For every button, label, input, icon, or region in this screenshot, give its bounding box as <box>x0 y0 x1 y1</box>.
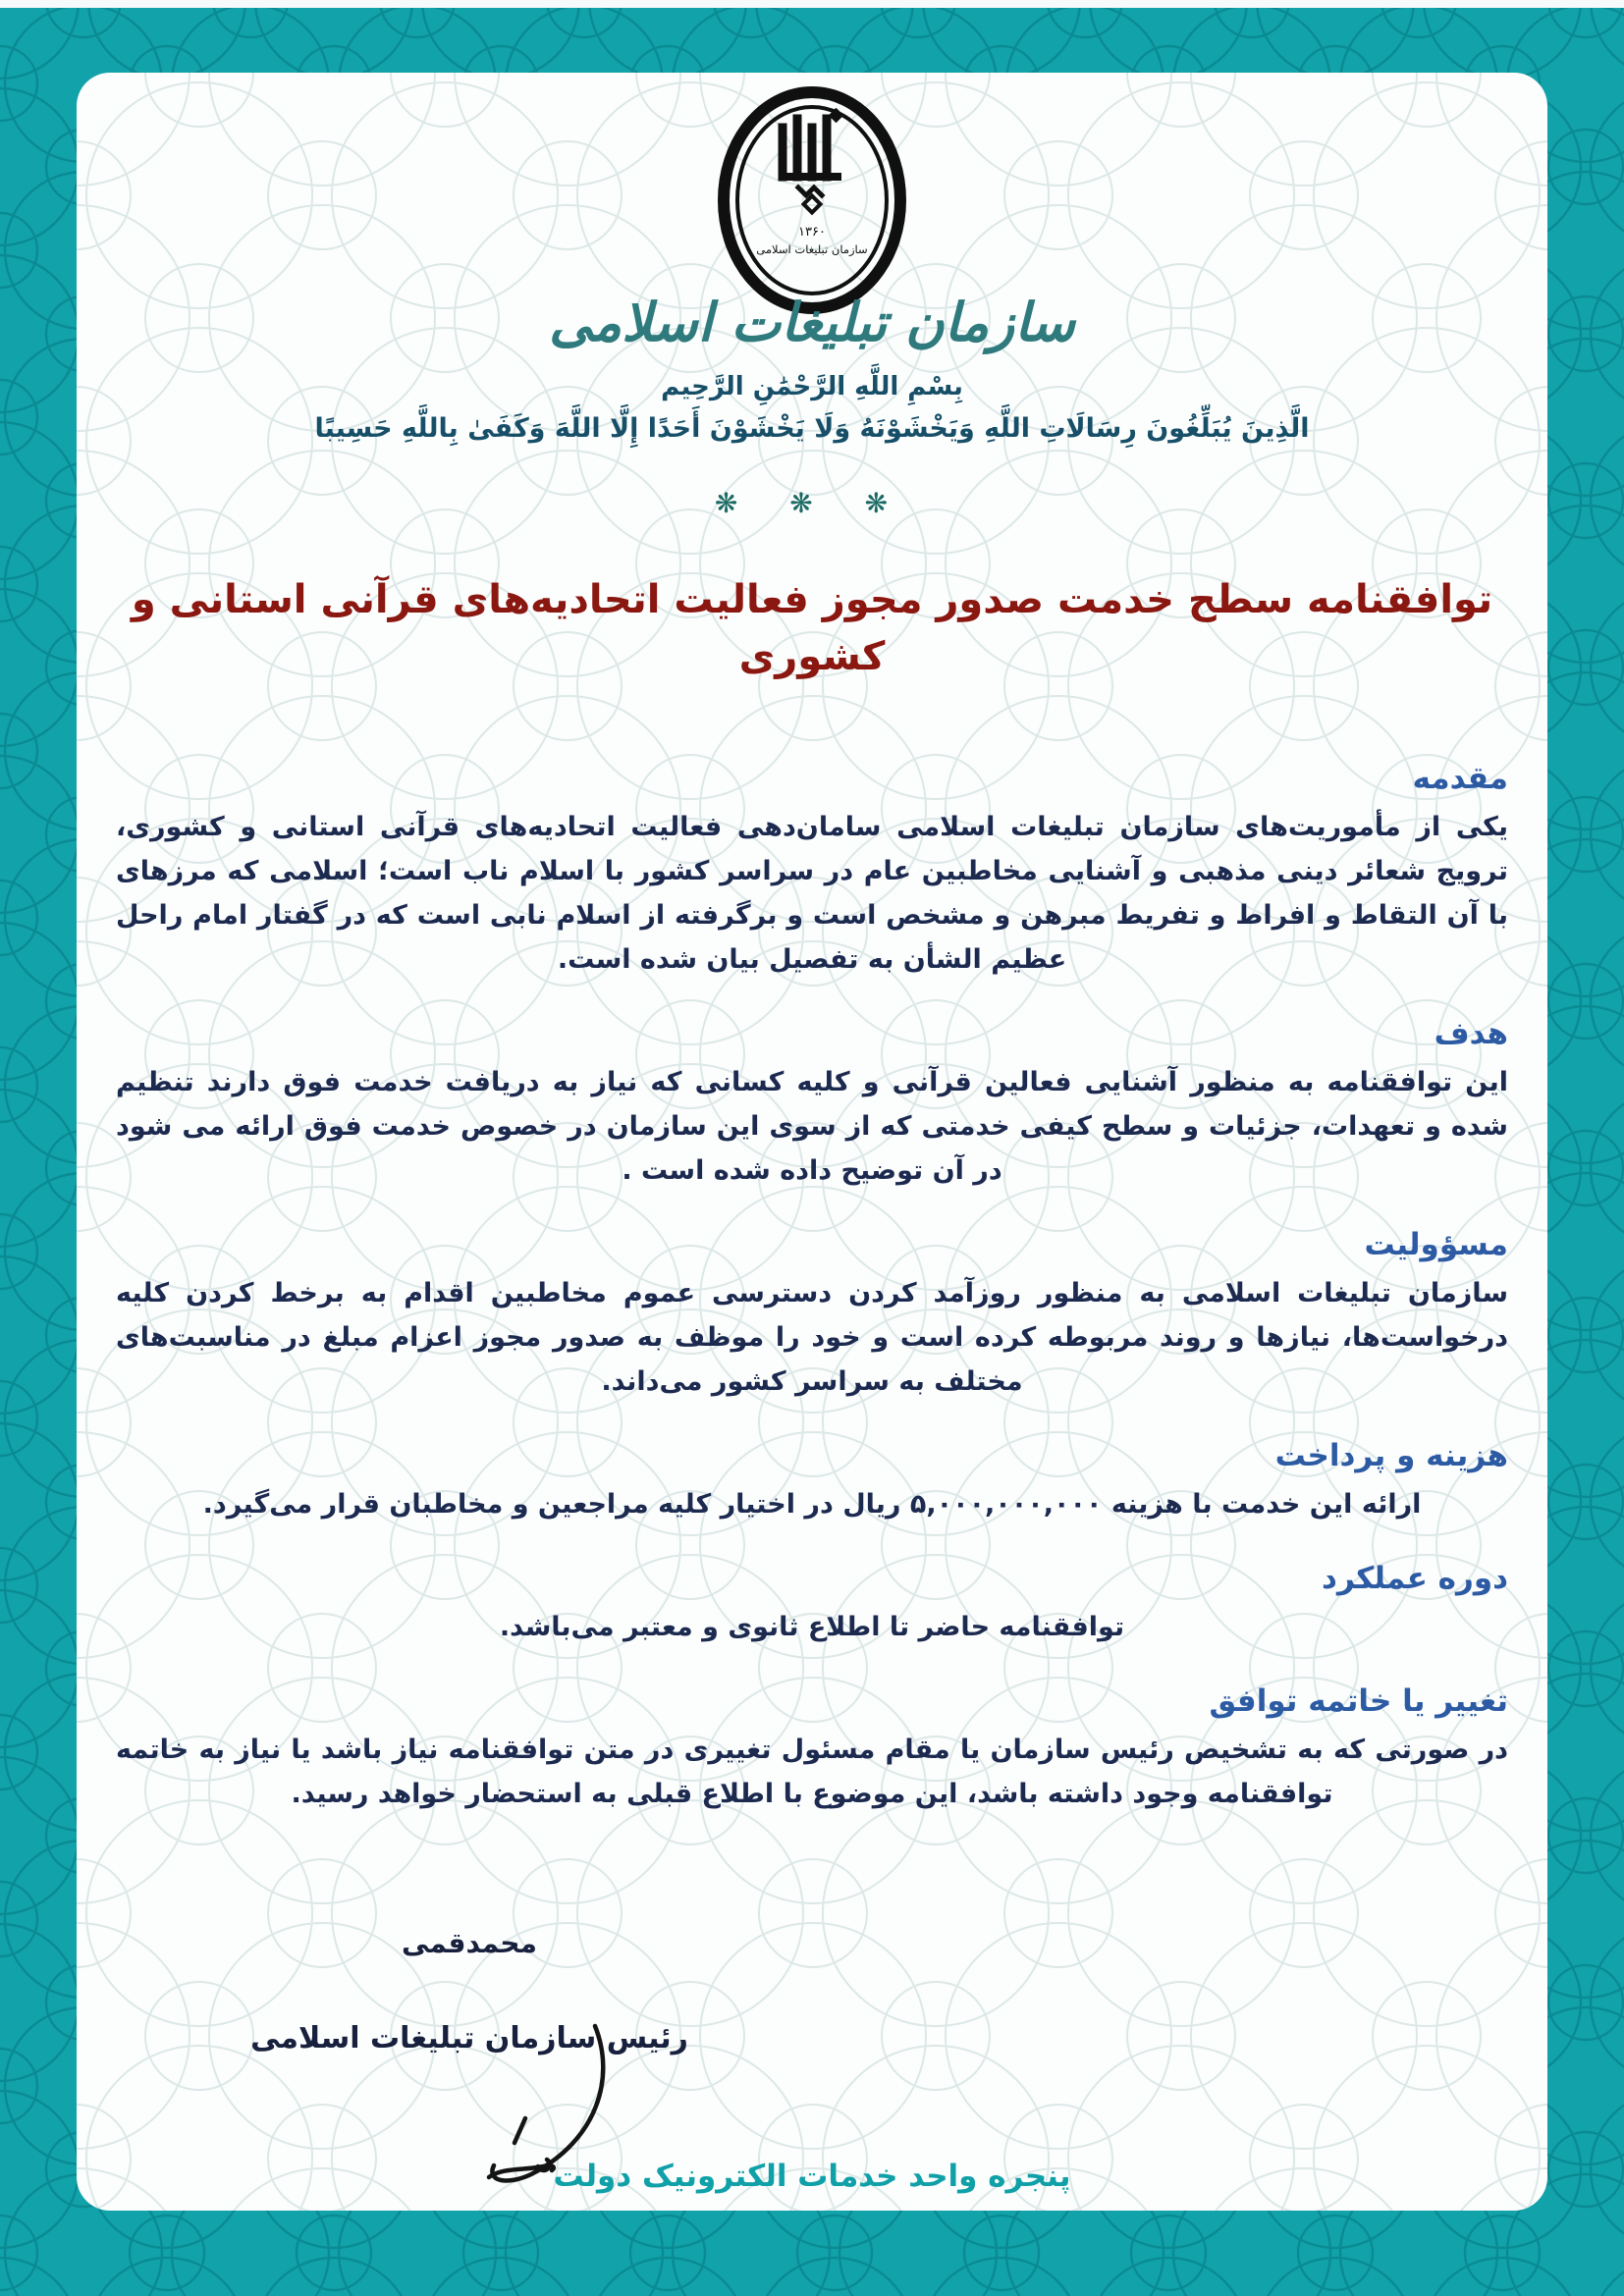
signature-row <box>116 1924 1508 2059</box>
section-heading: هزینه و پرداخت <box>1274 1438 1508 1474</box>
sections-container <box>116 760 1508 1816</box>
signatory-title: رئیس سازمان تبلیغات اسلامی <box>250 2021 688 2056</box>
section-body: سازمان تبلیغات اسلامی به منظور روزآمد کردن دسترسی عموم مخاطبین اقدام به برخط کردن کلیه درخواست‌ها، نیازها و روند مربوطه کرده است و خود را موظف به صدور مجوز اعزام مبلغ در مناسبت‌های مختلف به سراسر کشور می‌داند. <box>116 1278 1508 1398</box>
section-performance-period <box>116 1560 1508 1649</box>
quran-verse-text: الَّذِينَ يُبَلِّغُونَ رِسَالَاتِ اللَّهِ وَيَخْشَوْنَهُ وَلَا يَخْشَوْنَ أَحَدًا إِلَّا اللَّهَ وَكَفَىٰ بِاللَّهِ حَسِيبًا <box>314 413 1310 445</box>
signatory-name: محمدقمی <box>402 1927 537 1960</box>
section-heading: مسؤولیت <box>1364 1227 1508 1263</box>
document-title: توافقنامه سطح خدمت صدور مجوز فعالیت اتحادیه‌های قرآنی استانی و کشوری <box>131 577 1493 680</box>
section-heading: تغییر یا خاتمه توافق <box>1209 1683 1508 1720</box>
section-heading: مقدمه <box>1412 761 1508 797</box>
section-body: در صورتی که به تشخیص رئیس سازمان یا مقام مسئول تغییری در متن توافقنامه نیاز باشد یا نیاز به خاتمه توافقنامه وجود داشته باشد، این موضوع با اطلاع قبلی به استحضار خواهد رسید. <box>116 1735 1508 1810</box>
emblem-org-name: سازمان تبلیغات اسلامی <box>756 242 868 256</box>
section-heading: هدف <box>1434 1016 1508 1052</box>
kufic-allah-motif <box>783 119 838 195</box>
organization-calligraphy: سازمان تبلیغات اسلامی <box>549 292 1075 353</box>
section-responsibility <box>116 1226 1508 1404</box>
section-change-termination <box>116 1682 1508 1816</box>
document-content <box>77 86 1547 2211</box>
logo-block <box>116 86 1508 357</box>
ornament-separator: ❋ ❋ ❋ <box>714 487 910 520</box>
section-body: یکی از مأموریت‌های سازمان تبلیغات اسلامی سامان‌دهی فعالیت اتحادیه‌های قرآنی استانی و کشوری، ترویج شعائر دینی مذهبی و آشنایی مخاطبین عام در سراسر کشور با اسلام ناب است؛ اسلامی که مرزهای با آن التقاط و افراط و تفریط مبرهن و مشخص است و برگرفته از اسلام نابی است که در گفتار امام راحل عظیم الشأن به تفصیل بیان شده است. <box>116 812 1508 976</box>
emblem-year: ۱۳۶۰ <box>798 225 826 240</box>
section-body: این توافقنامه به منظور آشنایی فعالین قرآنی و کلیه کسانی که نیاز به دریافت خدمت فوق دارند تنظیم شده و تعهدات، جزئیات و سطح کیفی خدمتی که از سوی این سازمان در خصوص خدمت فوق ارائه می شود در آن توضیح داده شده است . <box>116 1067 1508 1187</box>
section-body: ارائه این خدمت با هزینه ۵,۰۰۰,۰۰۰,۰۰۰ ریال در اختیار کلیه مراجعین و مخاطبان قرار می‌گیرد. <box>202 1489 1422 1521</box>
footer-text: پنجره واحد خدمات الکترونیک دولت <box>553 2159 1071 2194</box>
section-goal <box>116 1015 1508 1193</box>
section-heading: دوره عملکرد <box>1322 1561 1508 1597</box>
section-body: توافقنامه حاضر تا اطلاع ثانوی و معتبر می‌باشد. <box>499 1612 1125 1643</box>
page-top-edge <box>0 0 1624 8</box>
section-cost-payment <box>116 1437 1508 1526</box>
section-introduction <box>116 760 1508 982</box>
bismillah-text: بِسْمِ اللَّهِ الرَّحْمَٰنِ الرَّحِيم <box>661 372 963 402</box>
signature-block <box>234 1924 705 2059</box>
organization-emblem-logo <box>713 86 911 314</box>
document-panel <box>77 73 1547 2211</box>
